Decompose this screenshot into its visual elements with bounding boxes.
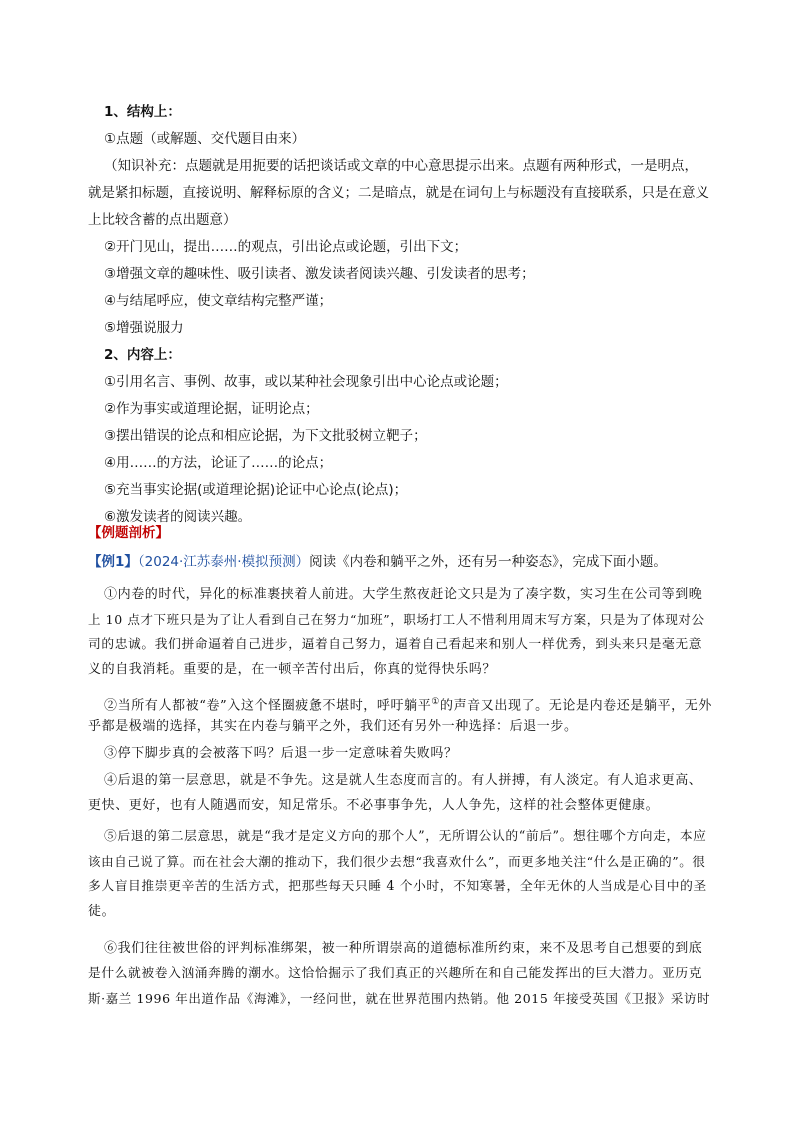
passage-line-5 bbox=[104, 693, 712, 715]
content-item-4: ④用……的方法，论证了……的论点； bbox=[104, 455, 333, 471]
content-item-6: ⑥激发读者的阅读兴趣。 bbox=[104, 509, 252, 525]
passage-line-15: 是什么就被卷入汹涌奔腾的潮水。这恰恰掘示了我们真正的兴趣所在和自己能发挥出的巨大潜力。亚历克 bbox=[88, 966, 703, 981]
passage-line-1: ①内卷的时代，异化的标准裹挟着人前进。大学生熬夜赶论文只是为了凑字数，实习生在公司等到晚 bbox=[104, 587, 703, 602]
passage-line-7: ③停下脚步真的会被落下吗？后退一步一定意味着失败吗？ bbox=[104, 746, 458, 761]
content-item-5: ⑤充当事实论据(或道理论据)论证中心论点(论点)； bbox=[104, 482, 408, 498]
content-item-3: ③摆出错误的论点和相应论据，为下文批驳树立靶子； bbox=[104, 428, 427, 444]
structure-item-5: ⑤增强说服力 bbox=[104, 320, 184, 336]
passage-line-6: 乎都是极端的选择，其实在内卷与躺平之外，我们还有另外一种选择：后退一步。 bbox=[88, 719, 578, 734]
structure-item-4: ④与结尾呼应，使文章结构完整严谨； bbox=[104, 293, 333, 309]
content-item-2: ②作为事实或道理论据，证明论点； bbox=[104, 401, 319, 417]
passage-line-5-part-2: 的声音又出现了。无论是内卷还是躺平，无外 bbox=[439, 698, 712, 714]
example-intro bbox=[88, 553, 667, 571]
passage-line-4: 义的自我消耗。重要的是，在一顿辛苦付出后，你真的觉得快乐吗？ bbox=[88, 662, 497, 677]
passage-line-2: 上 10 点才下班只是为了让人看到自己在努力“加班”，职场打工人不惜利用周末写方案，只是为了体现对公 bbox=[88, 612, 705, 627]
passage-line-13: 徒。 bbox=[88, 904, 116, 919]
passage-line-16: 斯·嘉兰 1996 年出道作品《海滩》，一经问世，就在世界范围内热销。他 2015 年接受英国《卫报》采访时 bbox=[88, 991, 711, 1006]
passage-line-14: ⑥我们往往被世俗的评判标准绑架，被一种所谓崇高的道德标准所约束，来不及思考自己想要的到底 bbox=[104, 941, 703, 956]
passage-line-8: ④后退的第一层意思，就是不争先。这是就人生态度而言的。有人拼搏，有人淡定。有人追求更高、 bbox=[104, 773, 703, 788]
passage-line-12: 多人盲目推崇更辛苦的生活方式，把那些每天只睡 4 个小时，不知寒暑，全年无休的人当成是心目中的圣 bbox=[88, 879, 707, 894]
structure-item-2: ②开门见山，提出……的观点，引出论点或论题，引出下文； bbox=[104, 239, 468, 255]
structure-item-1: ①点题（或解题、交代题目由来） bbox=[104, 131, 306, 147]
example-section-heading: 【例题剖析】 bbox=[88, 525, 169, 541]
example-source: （2024·江苏泰州·模拟预测） bbox=[137, 554, 310, 570]
passage-line-3: 司的忠诚。我们拼命逼着自己进步，逼着自己努力，逼着自己看起来和别人一样优秀，到头来只是毫无意 bbox=[88, 637, 703, 652]
example-tag: 【例1】 bbox=[88, 554, 138, 570]
structure-item-3: ③增强文章的趣味性、吸引读者、激发读者阅读兴趣、引发读者的思考； bbox=[104, 266, 535, 282]
passage-line-10: ⑤后退的第二层意思，就是“我才是定义方向的那个人”，无所谓公认的“前后”。想往哪个方向走，本应 bbox=[104, 829, 707, 844]
passage-line-11: 该由自己说了算。而在社会大潮的推动下，我们很少去想“我喜欢什么”，而更多地关注“什么是正确的”。很 bbox=[88, 854, 706, 869]
structure-heading: 1、结构上： bbox=[104, 104, 181, 120]
content-item-1: ①引用名言、事例、故事，或以某种社会现象引出中心论点或论题； bbox=[104, 374, 508, 390]
example-instruction: 阅读《内卷和躺平之外，还有另一种姿态》，完成下面小题。 bbox=[309, 554, 667, 570]
knowledge-note-line-2: 就是紧扣标题，直接说明、解释标原的含义；二是暗点，就是在词句上与标题没有直接联系，只是在意义 bbox=[88, 185, 709, 201]
passage-line-9: 更快、更好，也有人随遇而安，知足常乐。不必事事争先，人人争先，这样的社会整体更健康。 bbox=[88, 798, 660, 813]
content-heading: 2、内容上： bbox=[104, 347, 181, 363]
footnote-mark: ① bbox=[431, 697, 440, 707]
passage-line-5-part-1: ②当所有人都被“卷”入这个怪圈疲惫不堪时，呼吁躺平 bbox=[104, 698, 432, 714]
knowledge-note-line-1: （知识补充：点题就是用扼要的话把谈话或文章的中心意思提示出来。点题有两种形式，一是明点， bbox=[104, 158, 698, 174]
knowledge-note-line-3: 上比较含蓄的点出题意） bbox=[88, 212, 237, 228]
